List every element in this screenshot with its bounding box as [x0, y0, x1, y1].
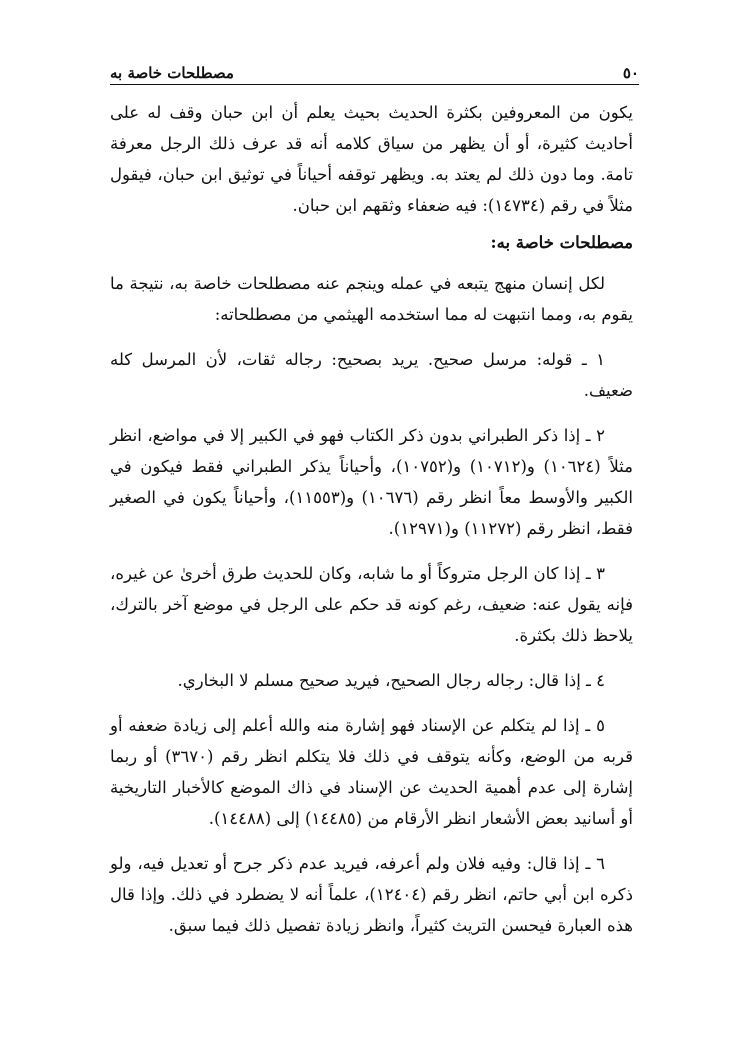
list-item: ٦ ـ إذا قال: وفيه فلان ولم أعرفه، فيريد عدم ذكر جرح أو تعديل فيه، ولو ذكره ابن أبي حاتم، انظر رقم (١٢٤٠٤)، علماً أنه لا يضطرد في ذلك. وإذا قال هذه العبارة فيحسن التريث كثيراً، وانظر زيادة تفصيل ذلك فيما سبق.: [110, 854, 633, 935]
running-title: مصطلحات خاصة به: [110, 64, 234, 82]
section-heading: مصطلحات خاصة به:: [490, 233, 633, 252]
intro-paragraph: يكون من المعروفين بكثرة الحديث بحيث يعلم أن ابن حبان وقف له على أحاديث كثيرة، أو أن يظهر من سياق كلامه أنه قد عرف ذلك الرجل معرفة تامة. وما دون ذلك لم يعتد به. ويظهر توقفه أحياناً في توثيق ابن حبان، فيقول مثلاً في رقم (١٤٧٣٤): فيه ضعفاء وثقهم ابن حبان.: [110, 103, 633, 215]
list-item: ٤ ـ إذا قال: رجاله رجال الصحيح، فيريد صحيح مسلم لا البخاري.: [177, 671, 605, 690]
running-header: [110, 58, 639, 85]
list-item: ٥ ـ إذا لم يتكلم عن الإسناد فهو إشارة منه والله أعلم إلى زيادة ضعفه أو قربه من الوضع، وكأنه يتوقف في ذلك فلا يتكلم انظر رقم (٣٦٧٠) أو ربما إشارة إلى عدم أهمية الحديث عن الإسناد في ذاك الموضع كالأخبار التاريخية أو أسانيد بعض الأشعار انظر الأرقام من (١٤٤٨٥) إلى (١٤٤٨٨).: [110, 716, 634, 828]
page-content: [110, 97, 633, 941]
section-intro-paragraph: لكل إنسان منهج يتبعه في عمله وينجم عنه مصطلحات خاصة به، نتيجة ما يقوم به، ومما انتبهت له مما استخدمه الهيثمي من مصطلحاته:: [110, 274, 633, 324]
page-number: ٥٠: [622, 64, 639, 82]
list-item: ٣ ـ إذا كان الرجل متروكاً أو ما شابه، وكان للحديث طرق أخرىٰ عن غيره، فإنه يقول عنه: ضعيف، رغم كونه قد حكم على الرجل في موضع آخر بالترك، يلاحظ ذلك بكثرة.: [110, 564, 633, 645]
list-item: ١ ـ قوله: مرسل صحيح. يريد بصحيح: رجاله ثقات، لأن المرسل كله ضعيف.: [110, 350, 633, 400]
list-item: ٢ ـ إذا ذكر الطبراني بدون ذكر الكتاب فهو في الكبير إلا في مواضع، انظر مثلاً (١٠٦٢٤) و(١٠٧١٢) و(١٠٧٥٢)، وأحياناً يذكر الطبراني فقط فيكون في الكبير والأوسط معاً انظر رقم (١٠٦٧٦) و(١١٥٥٣)، وأحياناً يكون في الصغير فقط، انظر رقم (١١٢٧٢) و(١٢٩٧١).: [110, 426, 634, 538]
